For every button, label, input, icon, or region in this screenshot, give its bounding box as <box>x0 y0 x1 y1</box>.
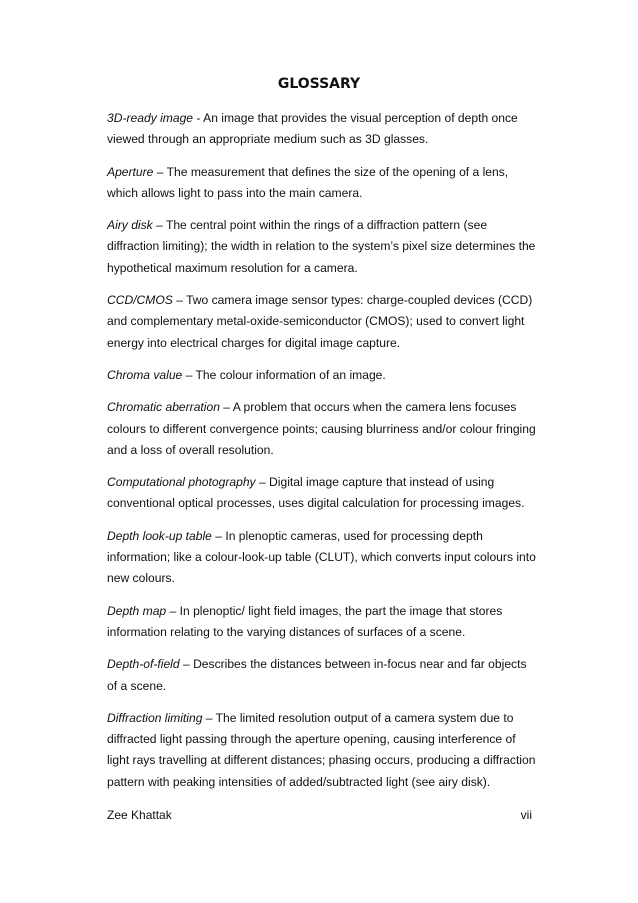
glossary-definition: Describes the distances between in-focus near and far objects of a scene. <box>107 657 527 693</box>
footer-page-number: vii <box>520 808 532 822</box>
glossary-term: Chromatic aberration <box>107 400 220 415</box>
glossary-term: Aperture <box>107 164 154 179</box>
term-separator: – <box>202 710 216 725</box>
page-footer <box>107 808 532 822</box>
glossary-definition: In plenoptic cameras, used for processing depth information; like a colour-look-up table (CLUT), which converts input colours into new colours. <box>107 528 536 586</box>
glossary-term: Airy disk <box>107 218 153 233</box>
glossary-definition: The colour information of an image. <box>195 367 386 382</box>
glossary-term: Diffraction limiting <box>107 710 203 725</box>
glossary-term: Depth map <box>107 603 167 618</box>
term-separator: – <box>211 528 226 543</box>
term-separator: – <box>172 293 187 308</box>
glossary-definition: An image that provides the visual perception of depth once viewed through an appropriate medium such as 3D glasses. <box>107 111 518 147</box>
term-separator: – <box>219 400 233 415</box>
term-separator: – <box>182 367 196 382</box>
glossary-definition: Digital image capture that instead of using conventional optical processes, uses digital calculation for processing images. <box>107 475 525 511</box>
term-separator: – <box>153 164 167 179</box>
glossary-entry <box>107 472 537 515</box>
glossary-entry <box>107 215 537 279</box>
term-separator: - <box>193 111 204 125</box>
glossary-term: CCD/CMOS <box>107 293 173 308</box>
glossary-term: Depth look-up table <box>107 528 212 543</box>
footer-author: Zee Khattak <box>107 808 172 822</box>
glossary-entry <box>107 108 537 151</box>
term-separator: – <box>179 657 194 672</box>
term-separator: – <box>255 475 270 490</box>
glossary-definition: Two camera image sensor types: charge-coupled devices (CCD) and complementary metal-oxide-semiconductor (CMOS); used to convert light energy into electrical charges for digital image capture. <box>107 293 533 350</box>
glossary-entry <box>107 365 537 386</box>
glossary-list <box>107 108 537 804</box>
glossary-definition: The limited resolution output of a camera system due to diffracted light passing through the aperture opening, causing interference of light rays travelling at different distances; phasing occurs, producing a diffraction pattern with peaking intensities of added/subtracted light (see airy disk). <box>107 710 536 789</box>
glossary-entry <box>107 601 537 644</box>
page-title: GLOSSARY <box>277 76 361 92</box>
term-separator: – <box>166 603 180 618</box>
term-separator: – <box>152 218 166 233</box>
glossary-entry <box>107 526 537 590</box>
glossary-term: Computational photography <box>107 475 256 490</box>
glossary-term: 3D-ready image <box>107 111 194 125</box>
glossary-entry <box>107 290 537 354</box>
glossary-definition: The measurement that defines the size of the opening of a lens, which allows light to pass into the main camera. <box>107 164 509 200</box>
glossary-definition: A problem that occurs when the camera lens focuses colours to different convergence points; causing blurriness and/or colour fringing and a loss of overall resolution. <box>107 400 536 457</box>
glossary-entry <box>107 654 537 697</box>
glossary-term: Depth-of-field <box>107 657 180 672</box>
glossary-entry <box>107 397 537 461</box>
glossary-entry <box>107 162 537 205</box>
glossary-definition: The central point within the rings of a diffraction pattern (see diffraction limiting); the width in relation to the system’s pixel size determines the hypothetical maximum resolution for a camera. <box>107 218 536 275</box>
glossary-term: Chroma value <box>107 367 183 382</box>
glossary-entry <box>107 708 537 793</box>
glossary-definition: In plenoptic/ light field images, the part the image that stores information relating to the varying distances of surfaces of a scene. <box>107 603 503 639</box>
